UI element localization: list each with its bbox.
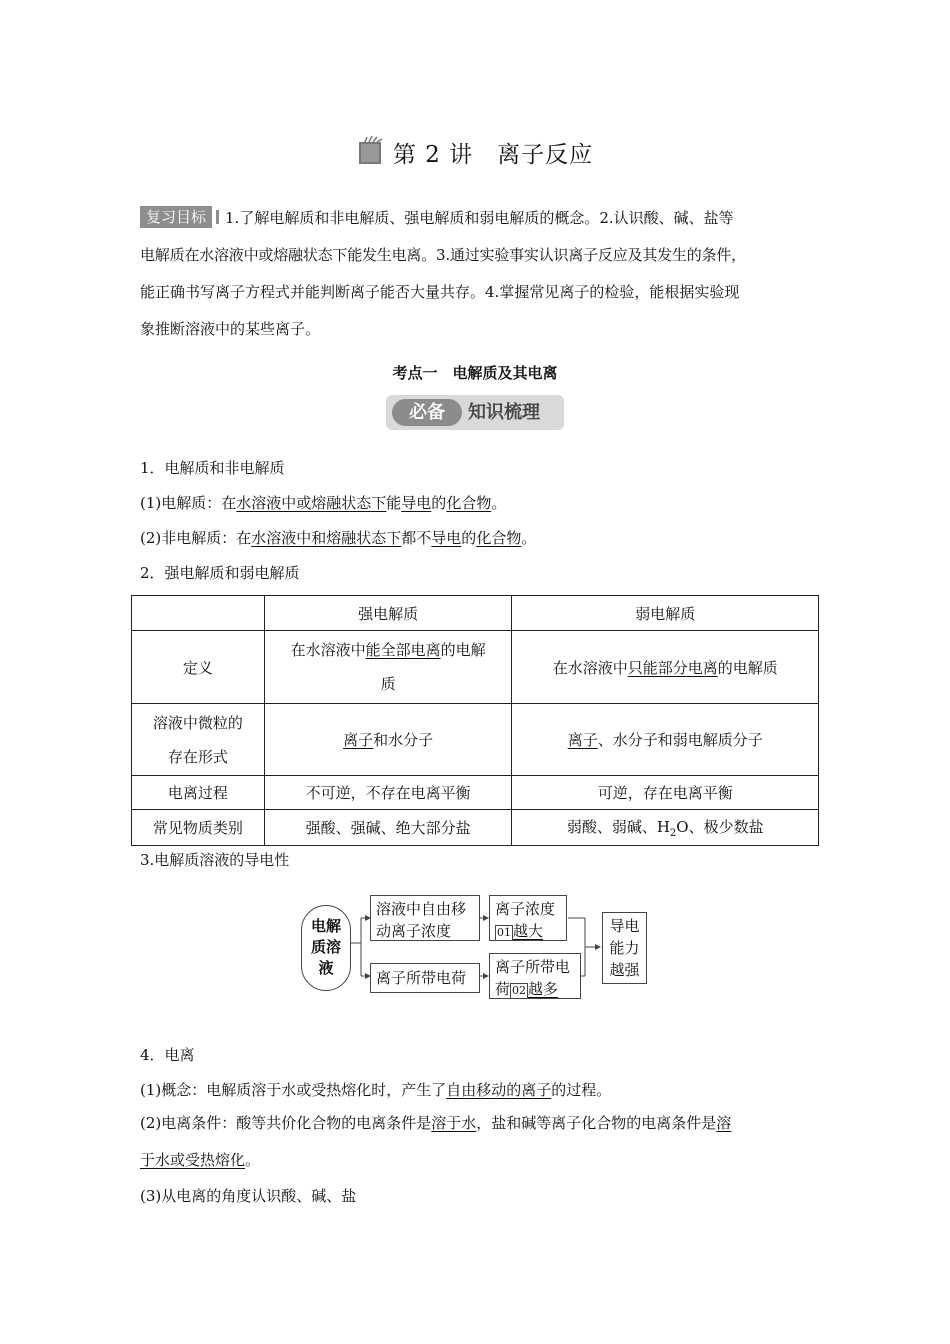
s4-p1: (1)概念：电解质溶于水或受热熔化时，产生了自由移动的离子的过程。 [140,1081,612,1099]
s1-heading: 1．电解质和非电解质 [140,459,285,477]
table-cell: 定义 [132,631,265,704]
book-icon [357,136,387,172]
table-row [132,631,819,704]
review-goals [140,200,812,348]
blank-number: 01 [497,926,511,939]
table-header: 强电解质 [264,596,512,631]
table-cell: 溶液中微粒的 存在形式 [132,704,265,776]
s3-heading: 3.电解质溶液的导电性 [140,851,290,869]
s4-p2: (2)电离条件：酸等共价化合物的电离条件是溶于水，盐和碱等离子化合物的电离条件是溶 于水或受热熔化。 [140,1114,732,1169]
table-row [132,810,819,846]
goals-text-1: 1.了解电解质和非电解质、强电解质和弱电解质的概念。2.认识酸、碱、盐等 [225,209,734,227]
s1-p2: (2)非电解质：在水溶液中和熔融状态下都不导电的化合物。 [140,529,537,547]
badge-bar [216,210,219,224]
table-cell: 离子和水分子 [264,704,512,776]
knowledge-label [386,395,564,430]
flow-box-conductivity: 导电 能力 越强 [602,912,647,984]
label-left: 必备 [392,399,462,426]
table-cell: 不可逆，不存在电离平衡 [264,776,512,810]
table-row [132,596,819,631]
blank-number: 02 [512,984,527,997]
flow-box-charge-more: 离子所带电 荷 02 越多 [489,953,581,999]
section-title: 考点一 电解质及其电离 [392,364,558,382]
goals-line-3: 能正确书写离子方程式并能判断离子能否大量共存。4.掌握常见离子的检验，能根据实验现 [140,283,740,301]
s2-heading: 2．强电解质和弱电解质 [140,564,300,582]
flow-box-concentration-larger: 离子浓度 01 越大 [489,895,567,941]
title-text: 第 2 讲 离子反应 [392,142,594,168]
table-cell: 强酸、强碱、绝大部分盐 [264,810,512,846]
s1-p1: (1)电解质：在水溶液中或熔融状态下能导电的化合物。 [140,494,507,512]
goals-badge: 复习目标 [140,206,212,228]
table-row [132,776,819,810]
s4-p3: (3)从电离的角度认识酸、碱、盐 [140,1187,357,1205]
table-cell [132,596,265,631]
table-row [132,704,819,776]
page-title [0,136,950,172]
table-cell: 在水溶液中只能部分电离的电解质 [512,631,819,704]
flow-box-ion-concentration: 溶液中自由移 动离子浓度 [370,895,480,941]
flow-box-ion-charge: 离子所带电荷 [370,963,480,993]
label-right: 知识梳理 [468,402,540,423]
flow-oval-electrolyte: 电解 质溶 液 [301,905,351,991]
s4-heading: 4．电离 [140,1046,195,1064]
table-header: 弱电解质 [512,596,819,631]
table-cell: 在水溶液中能全部电离的电解 质 [264,631,512,704]
table-cell: 弱酸、弱碱、$H_2O$、极少数盐 [512,810,819,846]
table-cell: 离子、水分子和弱电解质分子 [512,704,819,776]
goals-line-2: 电解质在水溶液中或熔融状态下能发生电离。3.通过实验事实认识离子反应及其发生的条件， [140,246,746,264]
table-cell: 常见物质类别 [132,810,265,846]
table-cell: 电离过程 [132,776,265,810]
comparison-table [131,595,819,846]
table-cell: 可逆，存在电离平衡 [512,776,819,810]
goals-line-1 [140,200,812,237]
goals-line-4: 象推断溶液中的某些离子。 [140,320,321,338]
